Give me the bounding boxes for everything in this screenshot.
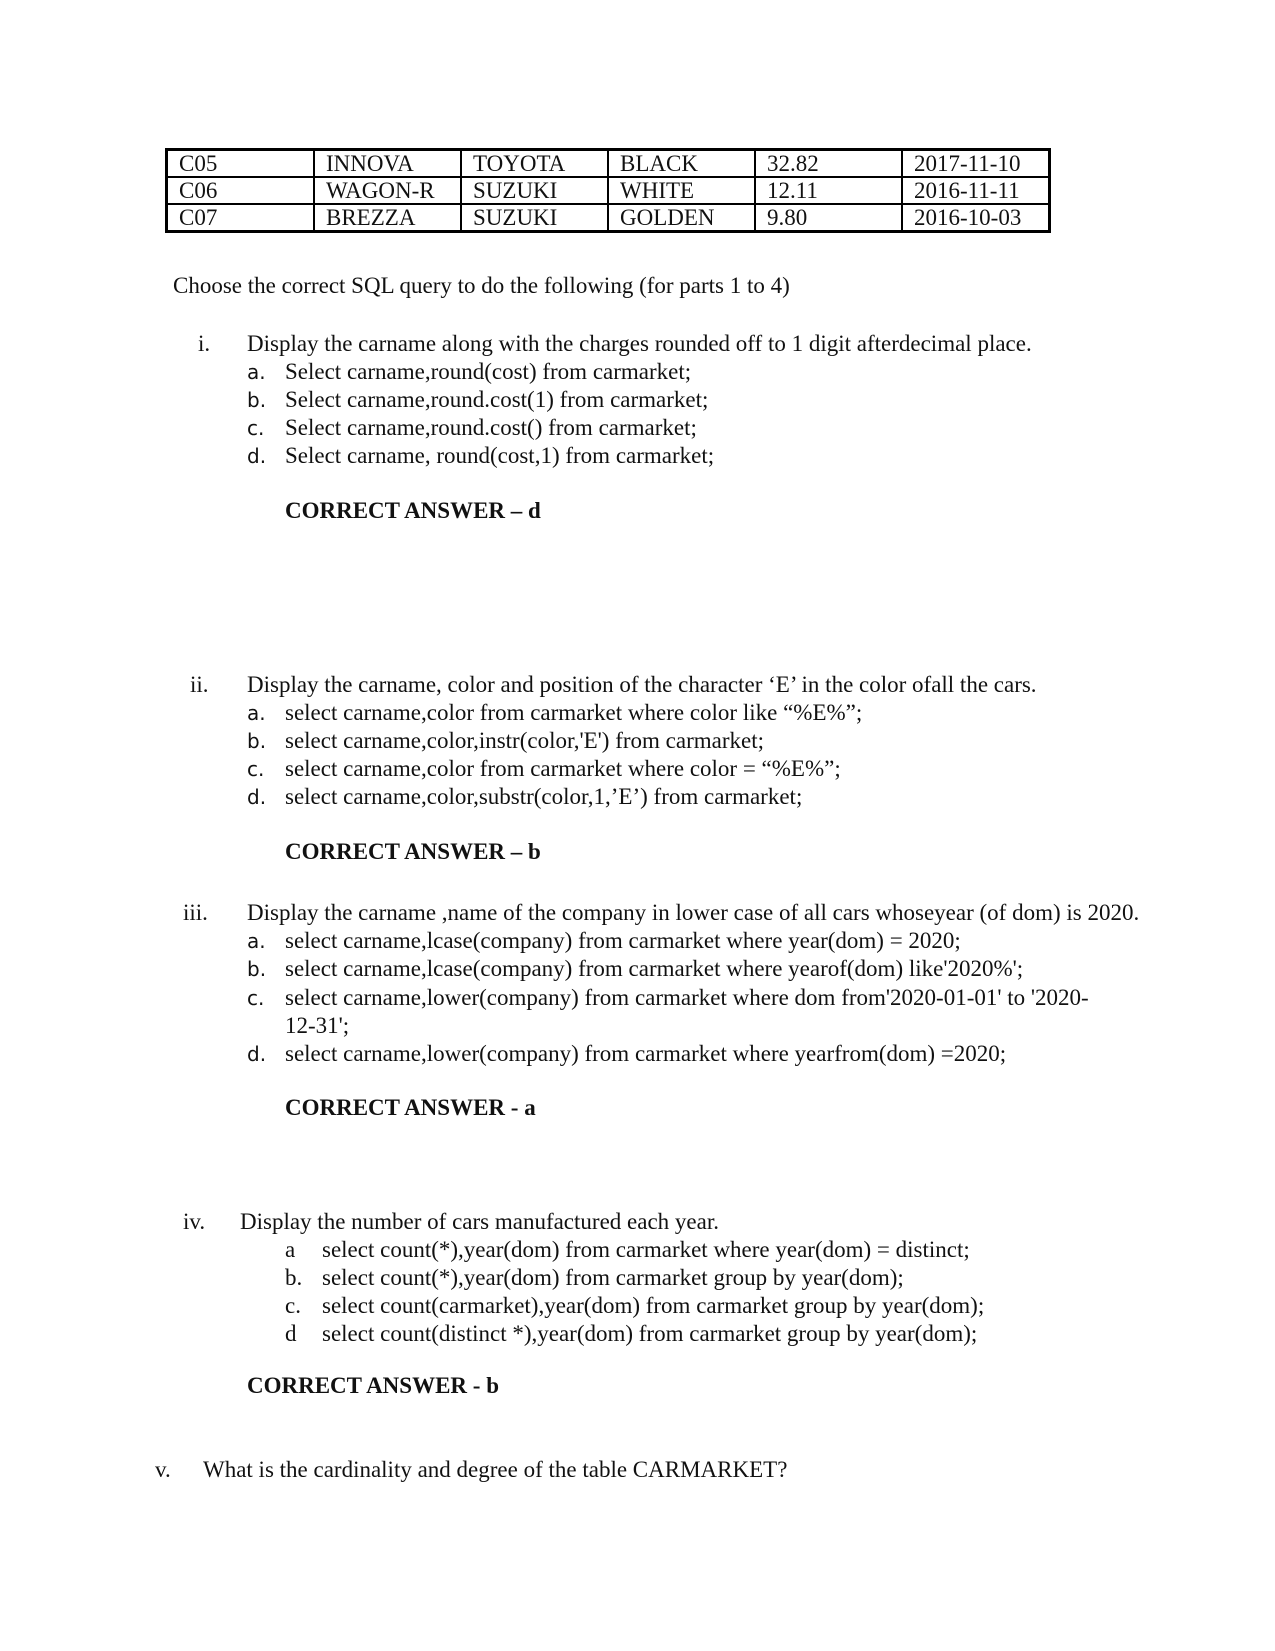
option-letter: d. bbox=[247, 444, 267, 468]
table-cell: SUZUKI bbox=[461, 204, 608, 232]
option-text: select carname,color,instr(color,'E') from carmarket; bbox=[285, 728, 764, 753]
table-cell: C06 bbox=[167, 177, 315, 204]
option-text: select carname,lower(company) from carmarket where dom from'2020-01-01' to '2020- bbox=[285, 985, 1089, 1010]
table-cell: TOYOTA bbox=[461, 150, 608, 178]
question-text: Display the carname along with the charges rounded off to 1 digit afterdecimal place. bbox=[247, 331, 1032, 356]
option-text: select carname,lower(company) from carmarket where yearfrom(dom) =2020; bbox=[285, 1041, 1007, 1066]
option-letter: b. bbox=[247, 729, 267, 753]
option-text: Select carname,round.cost(1) from carmarket; bbox=[285, 387, 709, 412]
intro-text: Choose the correct SQL query to do the following (for parts 1 to 4) bbox=[173, 273, 790, 298]
question-text: What is the cardinality and degree of the table CARMARKET? bbox=[203, 1457, 788, 1482]
table-row bbox=[167, 204, 1050, 232]
correct-answer: CORRECT ANSWER - b bbox=[247, 1373, 499, 1398]
option-letter: b. bbox=[247, 957, 267, 981]
option-text: select carname,color,substr(color,1,’E’) from carmarket; bbox=[285, 784, 803, 809]
option-text: Select carname,round.cost() from carmarket; bbox=[285, 415, 697, 440]
table-cell: WAGON-R bbox=[314, 177, 461, 204]
option-text: select count(carmarket),year(dom) from carmarket group by year(dom); bbox=[322, 1293, 985, 1318]
option-text: select count(*),year(dom) from carmarket where year(dom) = distinct; bbox=[322, 1237, 970, 1262]
option-letter: b. bbox=[285, 1265, 303, 1290]
car-table bbox=[165, 148, 1051, 233]
option-letter: a bbox=[285, 1237, 296, 1262]
correct-answer: CORRECT ANSWER – d bbox=[285, 498, 541, 523]
question-number: v. bbox=[155, 1457, 171, 1482]
option-letter: c. bbox=[285, 1293, 301, 1318]
table-cell: 32.82 bbox=[755, 150, 902, 178]
table-cell: C05 bbox=[167, 150, 315, 178]
question-text: Display the carname ,name of the company in lower case of all cars whoseyear (of dom) is 2020. bbox=[247, 900, 1140, 925]
question-number: iv. bbox=[183, 1209, 206, 1234]
option-letter: d. bbox=[247, 785, 267, 809]
option-text: select count(*),year(dom) from carmarket group by year(dom); bbox=[322, 1265, 904, 1290]
option-text: select count(distinct *),year(dom) from carmarket group by year(dom); bbox=[322, 1321, 978, 1346]
correct-answer: CORRECT ANSWER - a bbox=[285, 1095, 536, 1120]
table-cell: 12.11 bbox=[755, 177, 902, 204]
option-letter: c. bbox=[247, 986, 265, 1010]
option-letter: a. bbox=[247, 701, 266, 725]
question-text: Display the carname, color and position of the character ‘E’ in the color ofall the cars. bbox=[247, 672, 1037, 697]
option-letter: b. bbox=[247, 388, 267, 412]
question-number: ii. bbox=[190, 672, 209, 697]
question-number: i. bbox=[198, 331, 211, 356]
table-row bbox=[167, 177, 1050, 204]
table-cell: 2017-11-10 bbox=[902, 150, 1050, 178]
table-row bbox=[167, 150, 1050, 178]
option-letter: c. bbox=[247, 416, 265, 440]
table-cell: C07 bbox=[167, 204, 315, 232]
question-number: iii. bbox=[183, 900, 208, 925]
option-letter: a. bbox=[247, 929, 266, 953]
option-text: select carname,lcase(company) from carmarket where year(dom) = 2020; bbox=[285, 928, 961, 953]
table-cell: BREZZA bbox=[314, 204, 461, 232]
option-text-continued: 12-31'; bbox=[285, 1013, 350, 1038]
correct-answer: CORRECT ANSWER – b bbox=[285, 839, 541, 864]
table-cell: 9.80 bbox=[755, 204, 902, 232]
option-text: select carname,color from carmarket where color = “%E%”; bbox=[285, 756, 841, 781]
table-cell: SUZUKI bbox=[461, 177, 608, 204]
option-letter: d. bbox=[247, 1042, 267, 1066]
option-letter: c. bbox=[247, 757, 265, 781]
table-cell: WHITE bbox=[608, 177, 755, 204]
option-text: Select carname,round(cost) from carmarket; bbox=[285, 359, 692, 384]
option-letter: d bbox=[285, 1321, 297, 1346]
table-cell: BLACK bbox=[608, 150, 755, 178]
table-cell: 2016-10-03 bbox=[902, 204, 1050, 232]
option-text: select carname,lcase(company) from carmarket where yearof(dom) like'2020%'; bbox=[285, 956, 1024, 981]
table-cell: INNOVA bbox=[314, 150, 461, 178]
question-text: Display the number of cars manufactured each year. bbox=[240, 1209, 719, 1234]
option-letter: a. bbox=[247, 360, 266, 384]
option-text: select carname,color from carmarket where color like “%E%”; bbox=[285, 700, 863, 725]
table-cell: GOLDEN bbox=[608, 204, 755, 232]
table-cell: 2016-11-11 bbox=[902, 177, 1050, 204]
option-text: Select carname, round(cost,1) from carmarket; bbox=[285, 443, 715, 468]
